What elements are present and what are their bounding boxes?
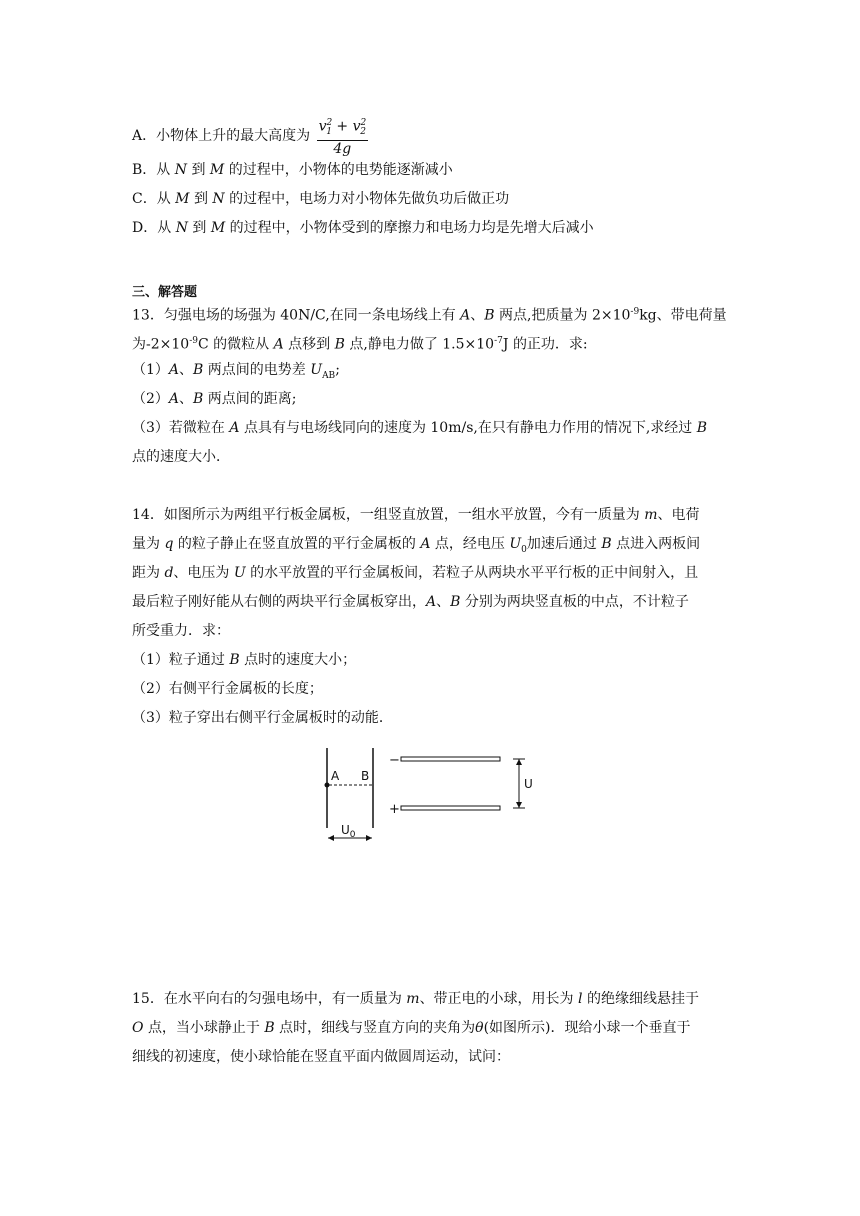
q14-sub-1: （1）粒子通过 B 点时的速度大小； bbox=[132, 652, 357, 668]
q14-line-5: 所受重力．求： bbox=[132, 623, 230, 639]
q14-line-3: 距为 d、电压为 U 的水平放置的平行金属板间，若粒子从两块水平平行板的正中间射入，且 bbox=[132, 565, 699, 581]
q13-sub-2: （2）A、B 两点间的距离; bbox=[132, 391, 297, 407]
q15-line-2: O 点，当小球静止于 B 点时，细线与竖直方向的夹角为θ(如图所示)．现给小球一个垂直于 bbox=[132, 1020, 691, 1036]
fraction: $\frac{v^2_1 + v^2_2}{4g}$ bbox=[317, 115, 368, 157]
q13-line-1: 13．匀强电场的场强为 40N/C,在同一条电场线上有 A、B 两点,把质量为 $2\times 10^{-9}kg$、带电荷量 bbox=[132, 307, 727, 324]
q15-line-3: 细线的初速度，使小球恰能在竖直平面内做圆周运动，试问： bbox=[132, 1049, 510, 1065]
q14-line-4: 最后粒子刚好能从右侧的两块平行金属板穿出，A、B 分别为两块竖直板的中点，不计粒子 bbox=[132, 594, 689, 610]
q13-sub-1: （1）A、B 两点间的电势差 $U_{AB}$; bbox=[132, 362, 340, 381]
label-a: A bbox=[331, 769, 340, 783]
q14-line-2: 量为 q 的粒子静止在竖直放置的平行金属板的 A 点，经电压 $U_0$加速后通过 B 点进入两板间 bbox=[132, 536, 701, 555]
point-a-dot bbox=[325, 783, 330, 788]
q13-sub-3: （3）若微粒在 A 点具有与电场线同向的速度为 10m/s,在只有静电力作用的情况下,求经过 B bbox=[132, 420, 708, 436]
option-b: B．从 N 到 M 的过程中，小物体的电势能逐渐减小 bbox=[132, 162, 453, 178]
minus-sign: − bbox=[389, 753, 400, 768]
label-u0: $U_0$ bbox=[341, 823, 356, 840]
option-c: C．从 M 到 N 的过程中，电场力对小物体先做负功后做正功 bbox=[132, 191, 510, 207]
q13-line-2: 为$-2\times 10^{-9}C$ 的微粒从 A 点移到 B 点,静电力做了 $1.5\times 10^{-7}J$ 的正功．求: bbox=[132, 336, 588, 353]
q14-sub-3: （3）粒子穿出右侧平行金属板时的动能． bbox=[132, 710, 393, 726]
parallel-plates-figure bbox=[310, 740, 550, 850]
label-u: U bbox=[524, 777, 533, 791]
q13-line-last: 点的速度大小． bbox=[132, 449, 230, 465]
option-d: D．从 N 到 M 的过程中，小物体受到的摩擦力和电场力均是先增大后减小 bbox=[132, 220, 594, 236]
plus-sign: + bbox=[389, 802, 400, 817]
q15-line-1: 15．在水平向右的匀强电场中，有一质量为 m、带正电的小球，用长为 l 的绝缘细线悬挂于 bbox=[132, 991, 699, 1007]
q14-sub-2: （2）右侧平行金属板的长度； bbox=[132, 681, 323, 697]
option-a: A．小物体上升的最大高度为 $\frac{v^2_1 + v^2_2}{4g}$ bbox=[132, 115, 368, 157]
section-heading: 三、解答题 bbox=[132, 285, 198, 300]
top-horizontal-plate bbox=[401, 757, 500, 761]
q14-line-1: 14．如图所示为两组平行板金属板，一组竖直放置，一组水平放置，今有一质量为 m、电荷 bbox=[132, 507, 700, 523]
label-b: B bbox=[361, 769, 370, 783]
bottom-horizontal-plate bbox=[401, 806, 500, 810]
